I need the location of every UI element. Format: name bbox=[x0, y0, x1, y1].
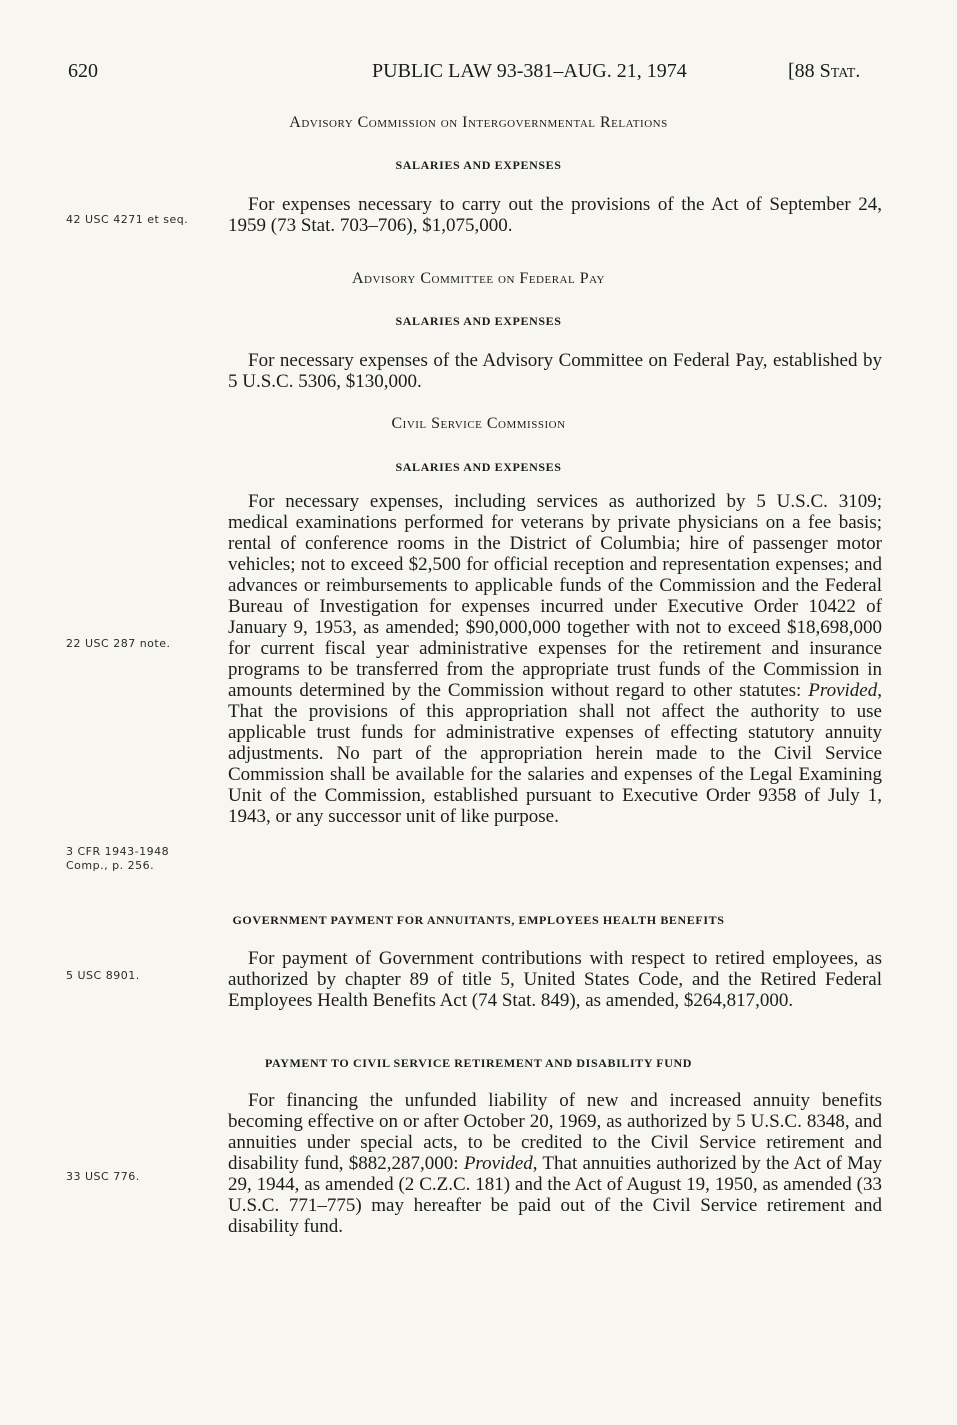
margin-note-csc-2: 3 CFR 1943-1948 Comp., p. 256. bbox=[66, 845, 170, 872]
csc-text-a: For necessary expenses, including services as authorized by 5 U.S.C. 3109; medical examinations performed for veterans by private physicians on a fee basis; rental of conference rooms in the District of Columbia; hire of passenger motor vehicles; not to exceed $2,500 for official reception and representation expenses; and advances or reimbursements to applicable funds of the Commission and the Federal Bureau of Investigation for expenses incurred under Executive Order 10422 of January 9, 1953, as amended; $90,000,000 together with not to exceed $18,698,000 for current fiscal year administrative expenses for the retirement and insurance programs to be transferred from the appropriate trust funds of the Commission in amounts determined by the Commission without regard to other statutes: bbox=[228, 491, 882, 701]
margin-note-acir: 42 USC 4271 et seq. bbox=[66, 213, 189, 226]
margin-note-retirement-fund: 33 USC 776. bbox=[66, 1170, 140, 1183]
paragraph-acfp: For necessary expenses of the Advisory Committee on Federal Pay, established by 5 U.S.C. 5306, $130,000. bbox=[228, 350, 882, 392]
running-header bbox=[0, 60, 957, 86]
retirement-proviso: Provided bbox=[463, 1153, 533, 1174]
csc-proviso: Provided bbox=[808, 680, 878, 701]
running-title: PUBLIC LAW 93-381–AUG. 21, 1974 bbox=[372, 60, 687, 82]
subheading-gov-payment: GOVERNMENT PAYMENT FOR ANNUITANTS, EMPLOYEES HEALTH BENEFITS bbox=[232, 913, 725, 927]
agency-heading-acfp: Advisory Committee on Federal Pay bbox=[351, 270, 605, 287]
margin-note-csc-1: 22 USC 287 note. bbox=[66, 637, 171, 650]
stat-reference: [88 Stat. bbox=[788, 60, 861, 82]
paragraph-acir: For expenses necessary to carry out the provisions of the Act of September 24, 1959 (73 Stat. 703–706), $1,075,000. bbox=[228, 194, 882, 236]
retirement-text-a: For financing the unfunded liability of new and increased annuity benefits becoming effective on or after October 20, 1969, as authorized by 5 U.S.C. 8348, and annuities under special acts, to be credited to the Civil Service retirement and disability fund, $882,287,000: bbox=[228, 1090, 882, 1174]
subheading-acfp: SALARIES AND EXPENSES bbox=[395, 314, 562, 328]
subheading-acir: SALARIES AND EXPENSES bbox=[395, 158, 562, 172]
margin-note-gov-payment: 5 USC 8901. bbox=[66, 969, 140, 982]
subheading-csc: SALARIES AND EXPENSES bbox=[395, 460, 562, 474]
subheading-retirement-fund: PAYMENT TO CIVIL SERVICE RETIREMENT AND DISABILITY FUND bbox=[264, 1056, 692, 1070]
paragraph-gov-payment: For payment of Government contributions with respect to retired employees, as authorized by chapter 89 of title 5, United States Code, and the Retired Federal Employees Health Benefits Act (74 Stat. 849), as amended, $264,817,000. bbox=[228, 948, 882, 1011]
page-number: 620 bbox=[68, 60, 98, 82]
agency-heading-acir: Advisory Commission on Intergovernmental Relations bbox=[289, 114, 668, 131]
retirement-text-b: , That annuities authorized by the Act of May 29, 1944, as amended (2 C.Z.C. 181) and the Act of August 19, 1950, as amended (33 U.S.C. 771–775) may hereafter be paid out of the Civil Service retirement and disability fund. bbox=[228, 1153, 883, 1237]
paragraph-csc bbox=[228, 491, 882, 827]
csc-text-b: , That the provisions of this appropriation shall not affect the authority to use applicable trust funds for administrative expenses of effecting statutory annuity adjustments. No part of the appropriation herein made to the Civil Service Commission shall be available for the salaries and expenses of the Legal Examining Unit of the Commission, established pursuant to Executive Order 9358 of July 1, 1943, or any successor unit of like purpose. bbox=[228, 680, 882, 827]
paragraph-retirement-fund bbox=[228, 1090, 882, 1237]
agency-heading-csc: Civil Service Commission bbox=[391, 415, 566, 432]
